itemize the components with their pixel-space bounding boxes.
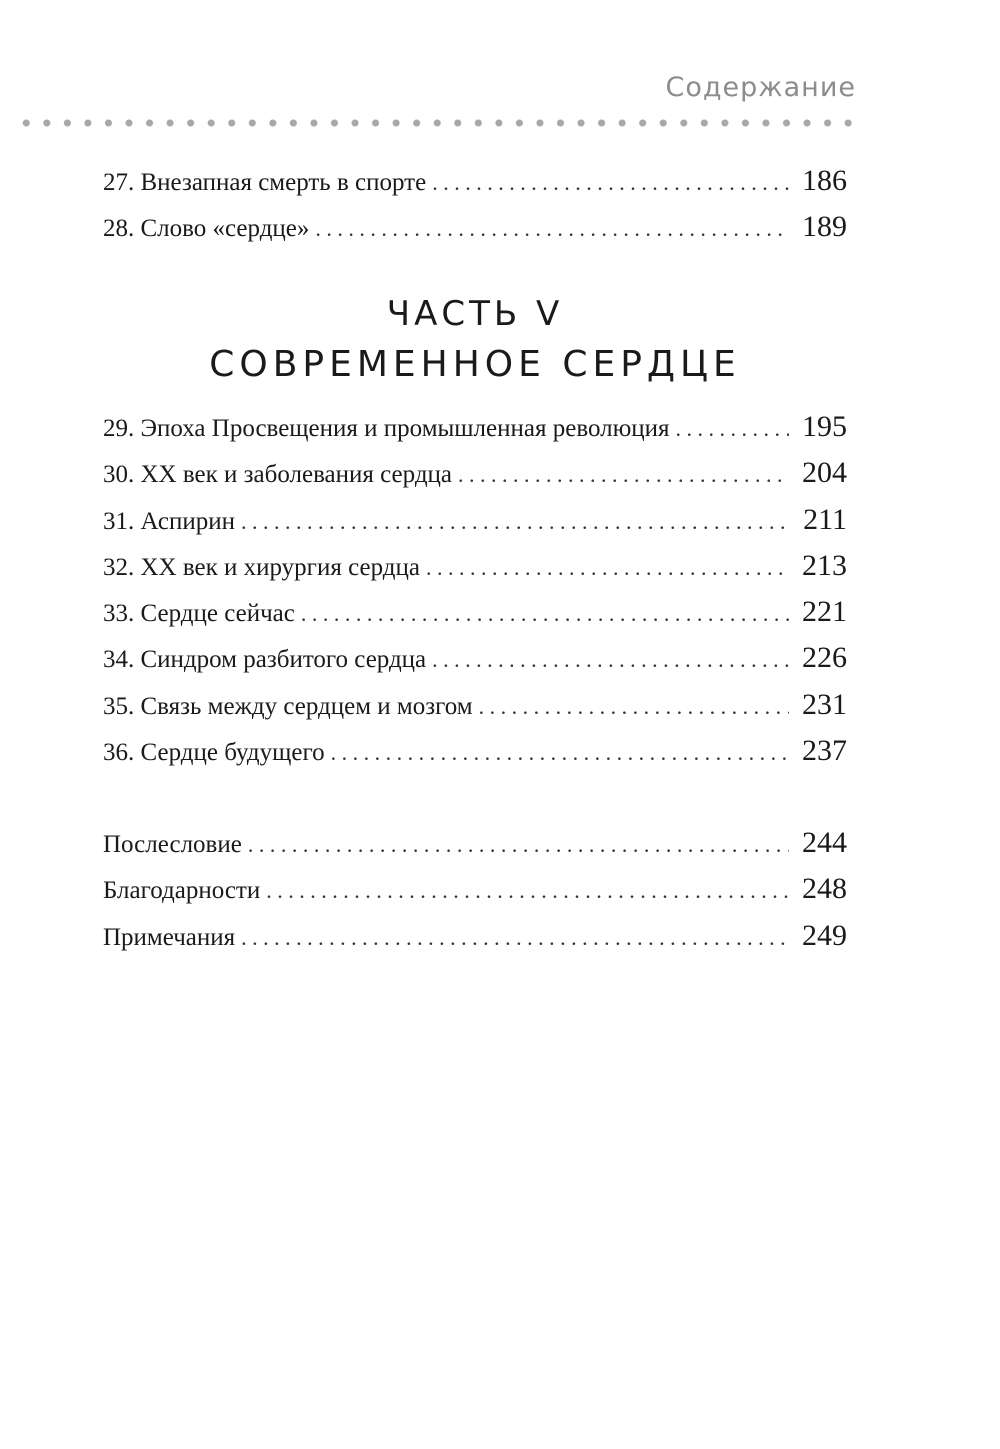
toc-section-part5 xyxy=(103,404,847,774)
toc-entry-title: 27. Внезапная смерть в спорте xyxy=(103,169,427,196)
dot-leader xyxy=(676,406,789,452)
toc-entry-35[interactable] xyxy=(103,682,847,728)
toc-entry-page: 237 xyxy=(802,734,847,768)
toc-entry-notes[interactable] xyxy=(103,913,847,959)
toc-entry-page: 213 xyxy=(802,548,847,582)
dotted-rule xyxy=(16,118,861,128)
dot-leader xyxy=(432,160,789,206)
toc-entry-title: 33. Сердце сейчас xyxy=(103,600,295,628)
part-label: ЧАСТЬ V xyxy=(386,294,564,334)
toc-entry-acknowledgements[interactable] xyxy=(103,866,847,912)
toc-entry-title: 31. Аспирин xyxy=(103,507,236,535)
toc-entry-title: 34. Синдром разбитого сердца xyxy=(103,646,427,674)
dot-leader xyxy=(301,591,789,637)
toc-entry-page: 186 xyxy=(802,164,847,197)
toc-entry-page: 189 xyxy=(802,210,847,244)
toc-entry-34[interactable] xyxy=(103,635,847,681)
toc-entry-title: 36. Сердце будущего xyxy=(103,739,325,767)
toc-entry-page: 231 xyxy=(802,687,847,721)
toc-entry-title: 28. Слово «сердце» xyxy=(103,215,310,243)
running-header: Содержание xyxy=(665,72,856,103)
toc-entry-afterword[interactable] xyxy=(103,820,847,866)
dot-leader xyxy=(426,545,789,591)
toc-entry-page: 249 xyxy=(802,918,847,952)
toc-entry-title: 35. Связь между сердцем и мозгом xyxy=(103,692,473,720)
dot-leader xyxy=(241,499,789,545)
toc-entry-32[interactable] xyxy=(103,543,847,589)
toc-entry-title: 32. XX век и хирургия сердца xyxy=(103,553,420,581)
dot-leader xyxy=(432,637,789,683)
toc-entry-page: 211 xyxy=(803,502,847,536)
toc-entry-page: 204 xyxy=(802,456,847,490)
toc-entry-29[interactable] xyxy=(103,404,847,450)
dot-leader xyxy=(458,452,789,498)
dot-leader xyxy=(315,206,789,252)
toc-section-backmatter xyxy=(103,820,847,959)
toc-entry-28[interactable] xyxy=(103,204,847,250)
dot-leader xyxy=(266,868,789,914)
dot-leader xyxy=(248,822,789,868)
toc-entry-title: Примечания xyxy=(103,923,236,951)
toc-entry-33[interactable] xyxy=(103,589,847,635)
toc-entry-page: 248 xyxy=(802,872,847,906)
dot-leader xyxy=(331,730,789,776)
toc-entry-title: 29. Эпоха Просвещения и промышленная революция xyxy=(103,415,670,442)
toc-entry-page: 226 xyxy=(802,641,847,675)
toc-entry-page: 244 xyxy=(802,826,847,859)
toc-entry-page: 221 xyxy=(802,595,847,629)
toc-section-top xyxy=(103,158,847,251)
dot-leader xyxy=(241,915,789,961)
toc-entry-31[interactable] xyxy=(103,497,847,543)
toc-entry-27[interactable] xyxy=(103,158,847,204)
dot-leader xyxy=(479,684,789,730)
toc-entry-page: 195 xyxy=(802,410,847,443)
toc-entry-30[interactable] xyxy=(103,450,847,496)
toc-entry-title: Благодарности xyxy=(103,877,261,905)
toc-entry-title: 30. XX век и заболевания сердца xyxy=(103,461,453,489)
toc-entry-title: Послесловие xyxy=(103,831,242,858)
part-title: СОВРЕМЕННОЕ СЕРДЦЕ xyxy=(209,344,741,385)
toc-entry-36[interactable] xyxy=(103,728,847,774)
